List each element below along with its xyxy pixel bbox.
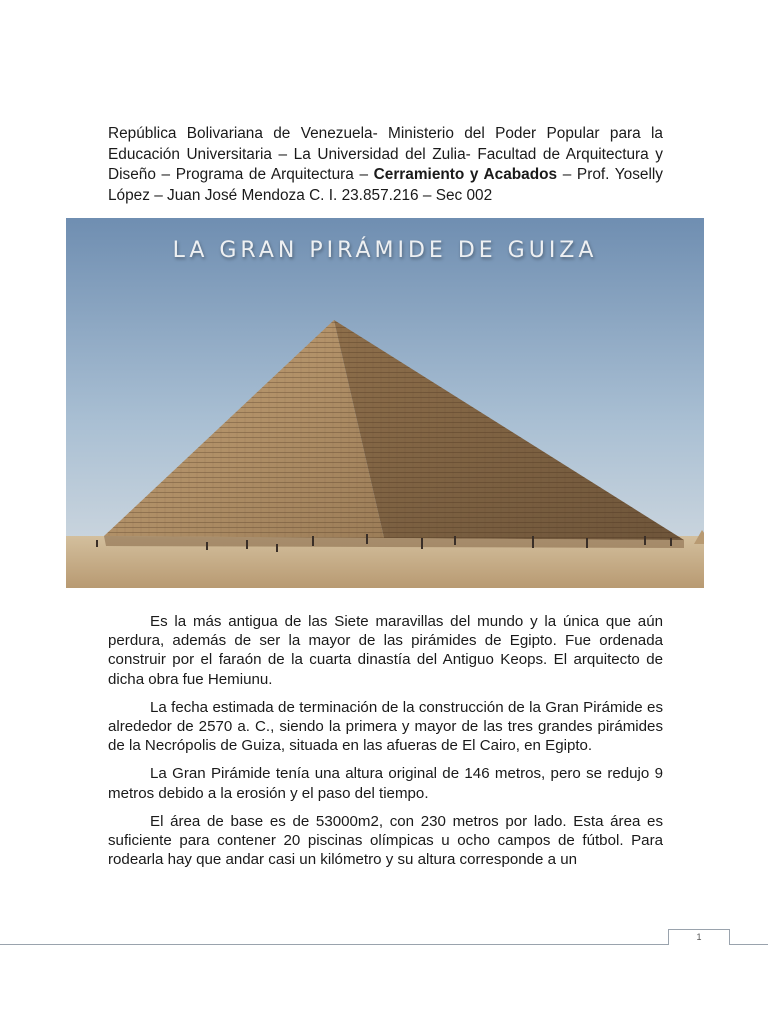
- paragraph: Es la más antigua de las Siete maravillas del mundo y la única que aún perdura, además de ser la mayor de las pirámides de Egipto. Fue ordenada construir por el faraón de la cuarta dinastía del Antiguo Keops. El arquitecto de dicha obra fue Hemiunu.: [108, 613, 663, 688]
- image-title: LA GRAN PIRÁMIDE DE GUIZA: [172, 238, 598, 263]
- paragraph: El área de base es de 53000m2, con 230 metros por lado. Esta área es suficiente para contener 20 piscinas olímpicas u ocho campos de fútbol. Para rodearla hay que andar casi un kilómetro y su altura corresponde a un: [108, 812, 663, 869]
- pyramid-illustration: [66, 218, 704, 588]
- footer-divider: [0, 944, 768, 945]
- header-text-part2: – Prof. Yoselly López – Juan José Mendoza C. I. 23.857.216 – Sec 002: [108, 166, 663, 204]
- pyramid-image: [66, 218, 704, 588]
- page-number: 1: [668, 929, 730, 945]
- paragraph: La fecha estimada de terminación de la construcción de la Gran Pirámide es alrededor de 2570 a. C., siendo la primera y mayor de las tres grandes pirámides de la Necrópolis de Guiza, situada en las afueras de El Cairo, en Egipto.: [108, 698, 663, 755]
- document-header: [108, 124, 663, 206]
- course-name: Cerramiento y Acabados: [373, 166, 558, 183]
- paragraph: La Gran Pirámide tenía una altura original de 146 metros, pero se redujo 9 metros debido a la erosión y el paso del tiempo.: [108, 765, 663, 802]
- body-text: [108, 612, 663, 878]
- header-text-part1: República Bolivariana de Venezuela- Ministerio del Poder Popular para la Educación Universitaria – La Universidad del Zulia- Facultad de Arquitectura y Diseño – Programa de Arquitectura –: [108, 125, 663, 183]
